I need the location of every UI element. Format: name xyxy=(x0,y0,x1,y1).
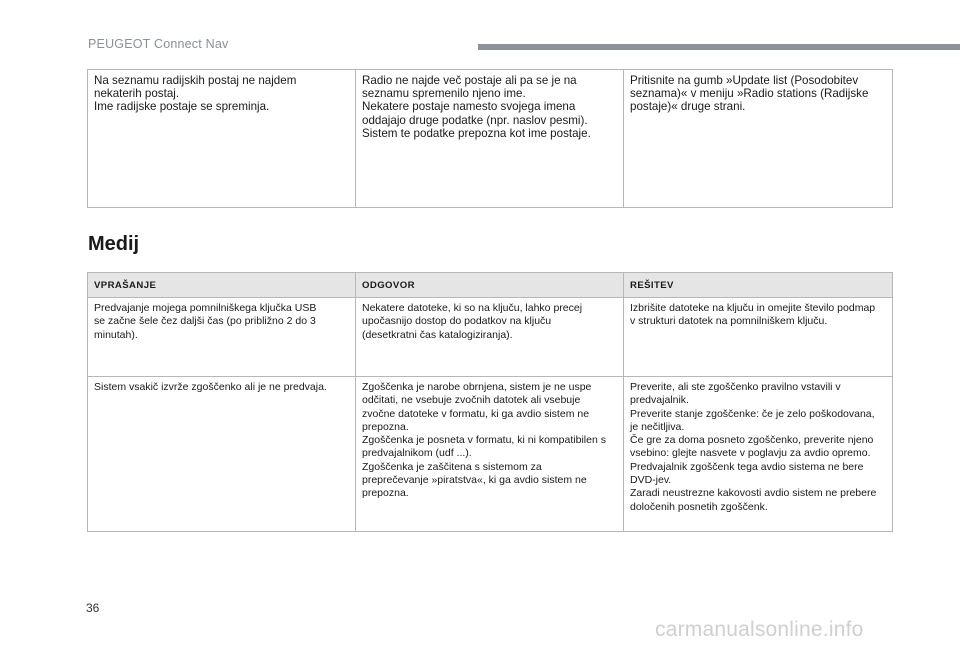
table-row xyxy=(88,298,893,377)
column-header-solution: REŠITEV xyxy=(624,273,893,298)
answer-cell: Nekatere datoteke, ki so na ključu, lahko precej upočasnijo dostop do podatkov na ključu (desetkratni čas katalogiziranja). xyxy=(356,298,624,377)
table-row xyxy=(88,70,893,208)
table-row xyxy=(88,377,893,532)
solution-cell: Preverite, ali ste zgoščenko pravilno vstavili v predvajalnik. Preverite stanje zgoščenke: če je zelo poškodovana, je nečitljiva. Če gre za doma posneto zgoščenko, preverite njeno vsebino: glejte nasvete v poglavju za avdio opremo. Predvajalnik zgoščenk tega avdio sistema ne bere DVD-jev. Zaradi neustrezne kakovosti avdio sistem ne prebere določenih posnetih zgoščenk. xyxy=(624,377,893,532)
radio-faq-table xyxy=(87,69,893,208)
table-header-row xyxy=(88,273,893,298)
solution-cell: Pritisnite na gumb »Update list (Posodobitev seznama)« v meniju »Radio stations (Radijske postaje)« druge strani. xyxy=(624,70,893,208)
solution-cell: Izbrišite datoteke na ključu in omejite število podmap v strukturi datotek na pomnilniškem ključu. xyxy=(624,298,893,377)
header-bar xyxy=(478,44,960,50)
page-number: 36 xyxy=(86,601,100,615)
header-title: PEUGEOT Connect Nav xyxy=(88,37,229,51)
column-header-answer: ODGOVOR xyxy=(356,273,624,298)
section-title: Medij xyxy=(88,233,140,255)
question-cell: Na seznamu radijskih postaj ne najdem nekaterih postaj. Ime radijske postaje se spreminja. xyxy=(88,70,356,208)
question-cell: Predvajanje mojega pomnilniškega ključka USB se začne šele čez daljši čas (po približno 2 do 3 minutah). xyxy=(88,298,356,377)
watermark: carmanualsonline.info xyxy=(655,618,864,641)
media-faq-table xyxy=(87,272,893,532)
answer-cell: Zgoščenka je narobe obrnjena, sistem je ne uspe odčitati, ne vsebuje zvočnih datotek ali vsebuje zvočne datoteke v formatu, ki ga avdio sistem ne prepozna. Zgoščenka je posneta v formatu, ki ni kompatibilen s predvajalnikom (udf ...). Zgoščenka je zaščitena s sistemom za preprečevanje »piratstva«, ki ga avdio sistem ne prepozna. xyxy=(356,377,624,532)
question-cell: Sistem vsakič izvrže zgoščenko ali je ne predvaja. xyxy=(88,377,356,532)
column-header-question: VPRAŠANJE xyxy=(88,273,356,298)
answer-cell: Radio ne najde več postaje ali pa se je na seznamu spremenilo njeno ime. Nekatere postaje namesto svojega imena oddajajo druge podatke (npr. naslov pesmi). Sistem te podatke prepozna kot ime postaje. xyxy=(356,70,624,208)
